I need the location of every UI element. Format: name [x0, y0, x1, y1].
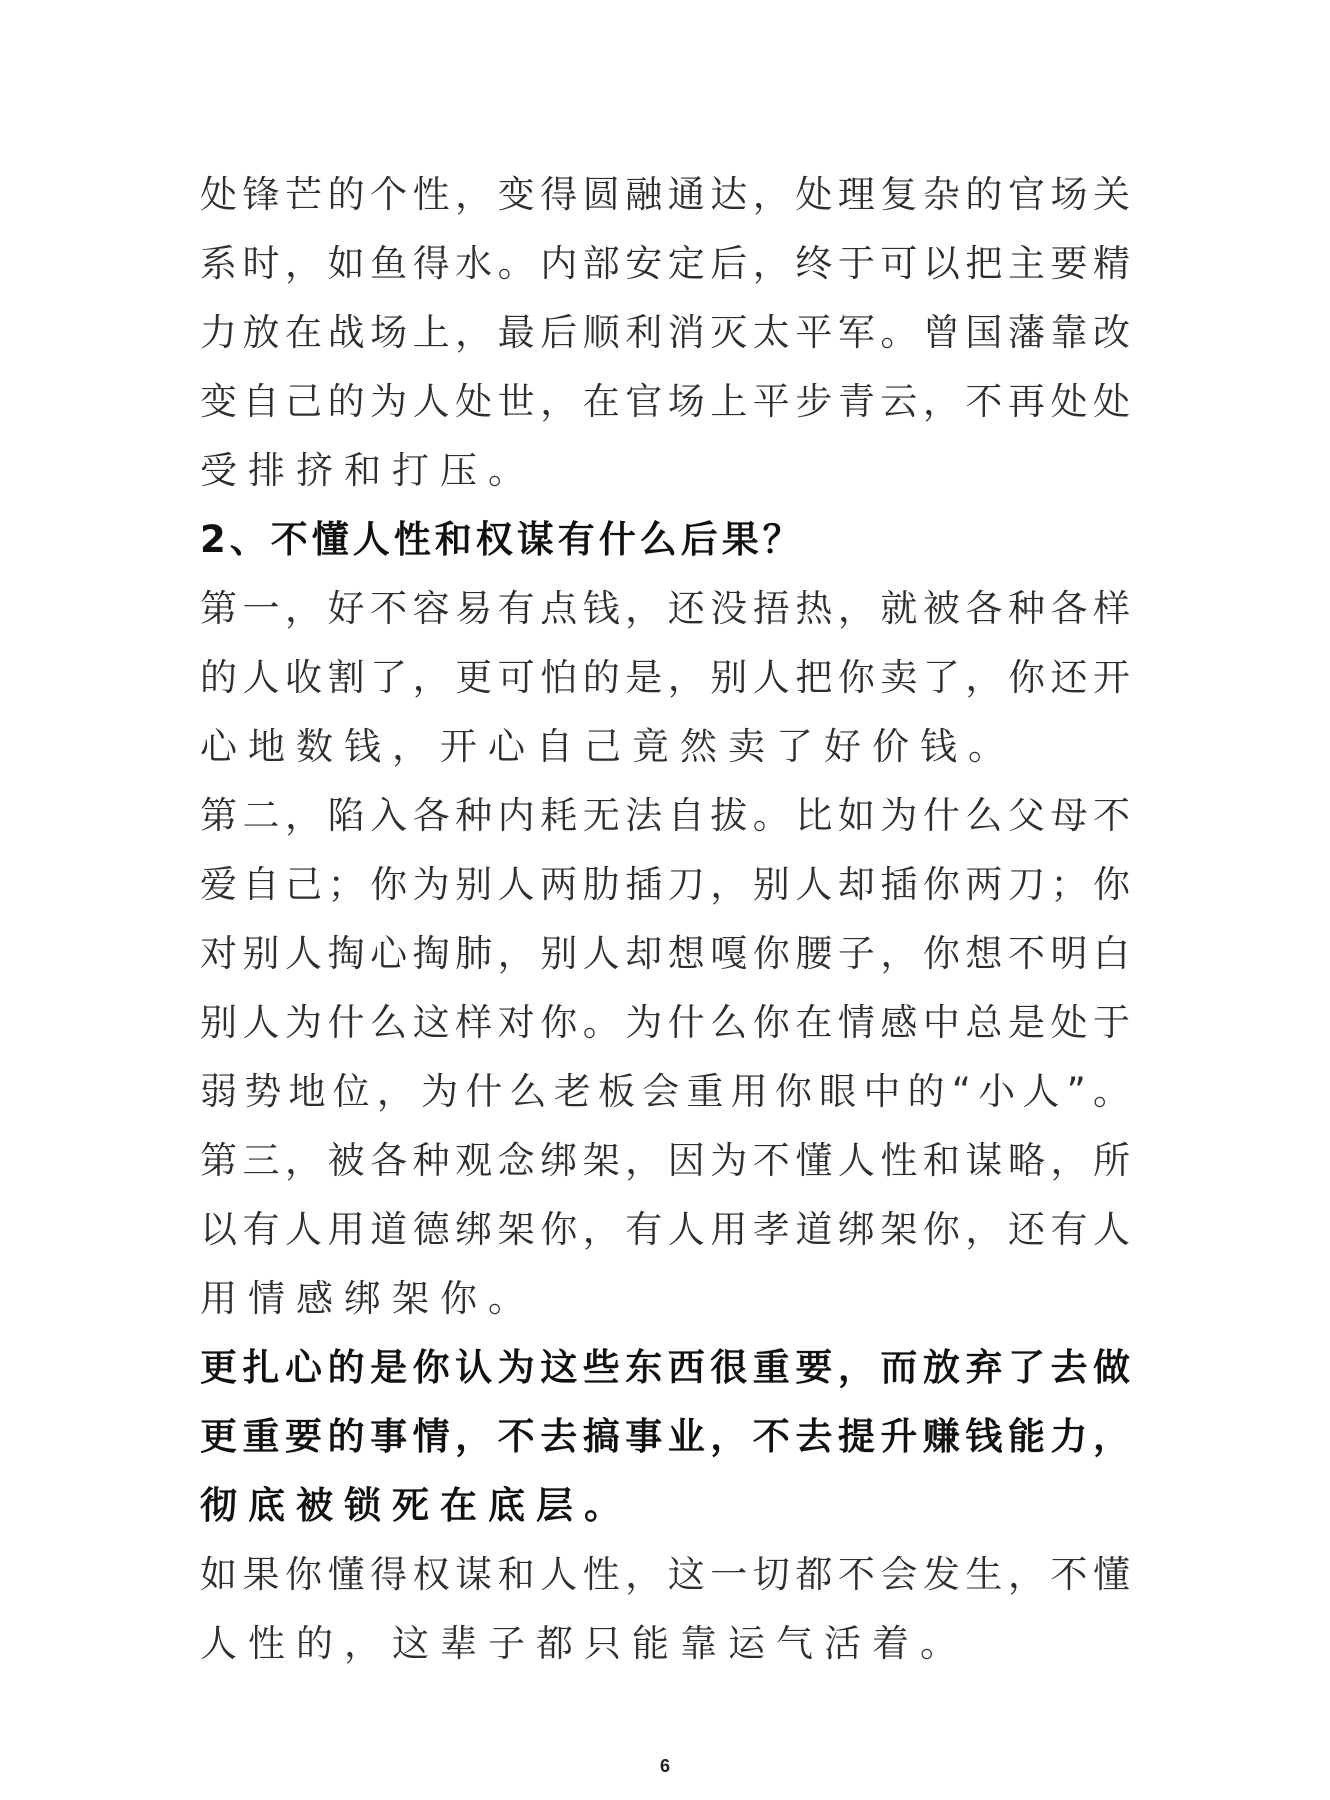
paragraph-line: 人性的，这辈子都只能靠运气活着。: [200, 1622, 968, 1665]
paragraph-line: 系时，如鱼得水。内部安定后，终于可以把主要精: [200, 242, 1130, 285]
paragraph-line: 对别人掏心掏肺，别人却想嘎你腰子，你想不明白: [200, 932, 1130, 975]
paragraph-line: 第二，陷入各种内耗无法自拔。比如为什么父母不: [200, 794, 1130, 837]
paragraph-line: 的人收割了，更可怕的是，别人把你卖了，你还开: [200, 656, 1130, 699]
paragraph-line: 爱自己；你为别人两肋插刀，别人却插你两刀；你: [200, 863, 1130, 906]
document-body: [200, 160, 1130, 1678]
paragraph-line: 别人为什么这样对你。为什么你在情感中总是处于: [200, 1001, 1130, 1044]
paragraph-line: 处锋芒的个性，变得圆融通达，处理复杂的官场关: [200, 173, 1130, 216]
section-heading: 2、不懂人性和权谋有什么后果？: [200, 518, 804, 561]
emphasis-line: 彻底被锁死在底层。: [200, 1484, 632, 1527]
paragraph-line: 第三，被各种观念绑架，因为不懂人性和谋略，所: [200, 1139, 1130, 1182]
paragraph-line: 第一，好不容易有点钱，还没捂热，就被各种各样: [200, 587, 1130, 630]
paragraph-line: 如果你懂得权谋和人性，这一切都不会发生，不懂: [200, 1553, 1130, 1596]
paragraph-line: 弱势地位，为什么老板会重用你眼中的“小人”。: [200, 1070, 1130, 1113]
paragraph-line: 心地数钱，开心自己竟然卖了好价钱。: [200, 725, 1016, 768]
paragraph-line: 变自己的为人处世，在官场上平步青云，不再处处: [200, 380, 1130, 423]
emphasis-line: 更扎心的是你认为这些东西很重要，而放弃了去做: [200, 1346, 1130, 1389]
paragraph-line: 受排挤和打压。: [200, 449, 536, 492]
paragraph-line: 用情感绑架你。: [200, 1277, 536, 1320]
paragraph-line: 以有人用道德绑架你，有人用孝道绑架你，还有人: [200, 1208, 1130, 1251]
page-number: 6: [659, 1756, 670, 1776]
paragraph-line: 力放在战场上，最后顺利消灭太平军。曾国藩靠改: [200, 311, 1130, 354]
emphasis-line: 更重要的事情，不去搞事业，不去提升赚钱能力，: [200, 1415, 1130, 1458]
